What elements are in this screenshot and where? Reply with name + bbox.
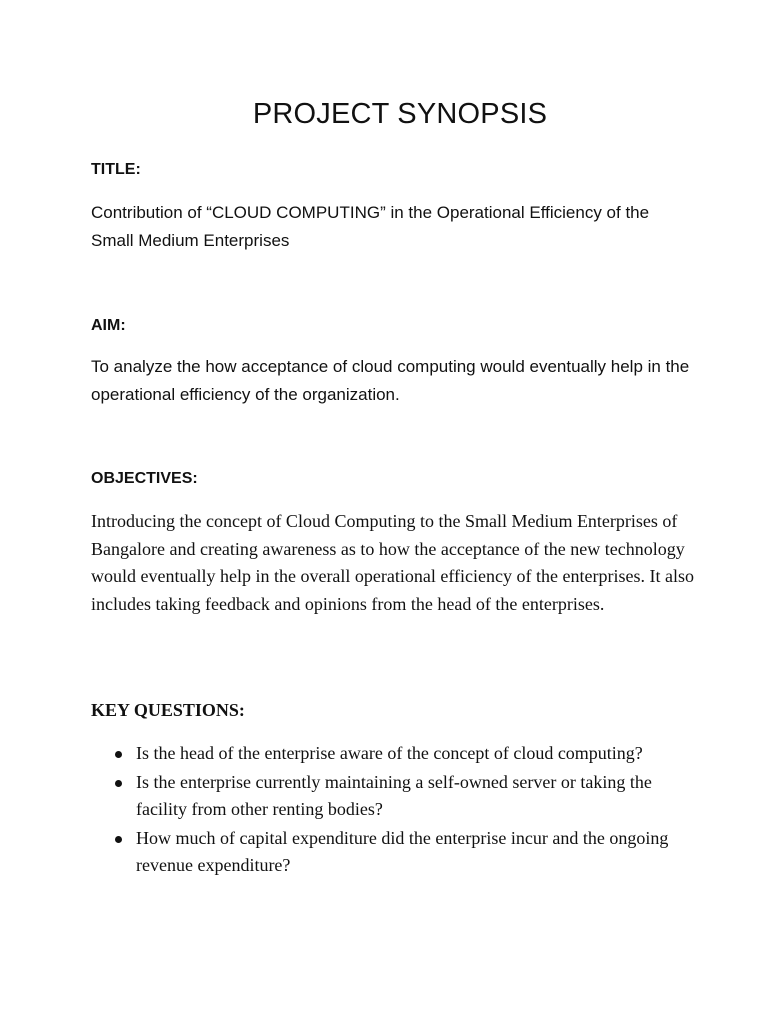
objectives-text: Introducing the concept of Cloud Computing to the Small Medium Enterprises of Bangalore and creating awareness as to how the acceptance of the new technology would eventually help in the overall operational efficiency of the enterprises. It also includes taking feedback and opinions from the head of the enterprises.	[91, 511, 694, 614]
list-item	[91, 769, 691, 824]
bullet-icon	[115, 836, 122, 843]
page-title: PROJECT SYNOPSIS	[252, 98, 548, 130]
question-text: Is the enterprise currently maintaining a self-owned server or taking the facility from other renting bodies?	[136, 771, 652, 819]
bullet-icon	[115, 751, 122, 758]
list-item	[91, 825, 691, 880]
key-questions-list	[91, 740, 691, 881]
list-item	[91, 740, 691, 768]
bullet-icon	[115, 780, 122, 787]
objectives-heading: OBJECTIVES:	[91, 470, 198, 487]
question-text: Is the head of the enterprise aware of the concept of cloud computing?	[136, 743, 643, 763]
aim-text: To analyze the how acceptance of cloud computing would eventually help in the operational efficiency of the organization.	[91, 357, 690, 404]
question-text: How much of capital expenditure did the enterprise incur and the ongoing revenue expenditure?	[136, 827, 669, 875]
aim-heading: AIM:	[91, 317, 126, 334]
key-questions-heading: KEY QUESTIONS:	[91, 700, 245, 720]
title-text: Contribution of “CLOUD COMPUTING” in the Operational Efficiency of the Small Medium Enterprises	[91, 203, 650, 250]
title-heading: TITLE:	[91, 161, 141, 178]
